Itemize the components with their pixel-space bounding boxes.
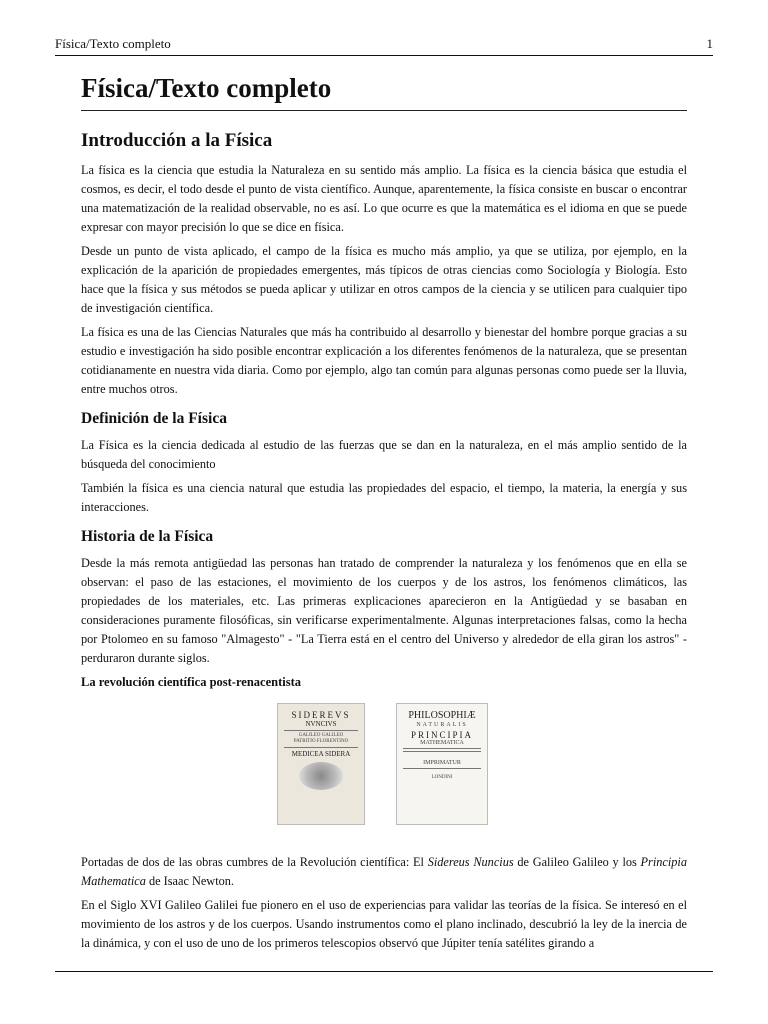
subsection-heading-revolucion: La revolución científica post-renacentista [81,675,301,689]
definicion-paragraph: También la física es una ciencia natural que estudia las propiedades del espacio, el tiempo, la materia, la energía y sus interacciones. [81,481,687,514]
page-number: 1 [706,36,713,51]
caption-book-title: Principia Mathematica [81,855,687,888]
running-header-title: Física/Texto completo [55,36,171,51]
figure-caption: Portadas de dos de las obras cumbres de la Revolución científica: El Sidereus Nuncius de Galileo Galileo y los Principia Mathematica de Isaac Newton. [81,855,687,888]
principia-mathematica-cover-image: PHILOSOPHIÆ NATURALIS PRINCIPIA MATHEMATICA IMPRIMATUR LONDINI [396,703,488,825]
footer-rule [55,971,713,972]
book-covers-figure [81,703,687,827]
section-heading-definicion: Definición de la Física [81,410,227,427]
page-content [81,70,687,958]
section-heading-historia: Historia de la Física [81,528,214,545]
historia-paragraph: En el Siglo XVI Galileo Galilei fue pionero en el uso de experiencias para validar las teorías de la física. Se interesó en el movimiento de los astros y de los cuerpos. Usando instrumentos como el plano inclinado, descubrió la ley de la inercia de la dinámica, y con el uso de uno de los primeros telescopios observó que Júpiter tenía satélites girando a [81,898,687,950]
sidereus-nuncius-cover-image: SIDEREVS NVNCIVS GALILEO GALILEO PATRITIO FLORENTINO MEDICEA SIDERA [277,703,365,825]
definicion-paragraph: La Física es la ciencia dedicada al estudio de las fuerzas que se dan en la naturaleza, en el más amplio sentido de la búsqueda del conocimiento [81,438,687,471]
printer-emblem-icon [299,762,343,790]
caption-book-title: Sidereus Nuncius [427,855,514,869]
running-header [55,36,713,56]
historia-paragraph: Desde la más remota antigüedad las personas han tratado de comprender la naturaleza y los fenómenos que en ella se observan: el paso de las estaciones, el movimiento de los cuerpos y de los astros, los fenómenos climáticos, las propiedades de los materiales, etc. Las primeras explicaciones aparecieron en la Antigüedad y se basaban en consideraciones puramente filosóficas, sin verificarse experimentalmente. Algunas interpretaciones falsas, como la hecha por Ptolomeo en su famoso "Almagesto" - "La Tierra está en el centro del Universo y alrededor de ella giran los astros" - perduraron durante siglos. [81,556,687,665]
intro-paragraph: La física es la ciencia que estudia la Naturaleza en su sentido más amplio. La física es la ciencia básica que estudia el cosmos, es decir, el todo desde el punto de vista científico. Aunque, aparentemente, la física consiste en buscar o encontrar una matematización de la realidad observable, no es así. Lo que ocurre es que la matemática es el idioma en que se puede expresar con mayor precisión lo que se dice en física. [81,163,687,234]
intro-paragraph: La física es una de las Ciencias Naturales que más ha contribuido al desarrollo y bienestar del hombre porque gracias a su estudio e investigación ha sido posible encontrar explicación a los diferentes fenómenos de la naturaleza, que se presentan cotidianamente en nuestra vida diaria. Como por ejemplo, algo tan común para algunas personas como puede ser la lluvia, entre muchos otros. [81,325,687,396]
page-title: Física/Texto completo [81,70,687,111]
header-rule [55,55,713,56]
section-heading-intro: Introducción a la Física [81,130,273,151]
intro-paragraph: Desde un punto de vista aplicado, el campo de la física es mucho más amplio, ya que se utiliza, por ejemplo, en la explicación de la aparición de propiedades emergentes, más típicos de otras ciencias como Sociología y Biología. Esto hace que la física y sus métodos se pueda aplicar y utilizar en otros campos de la ciencia y se utilicen para cualquier tipo de investigación científica. [81,244,687,315]
